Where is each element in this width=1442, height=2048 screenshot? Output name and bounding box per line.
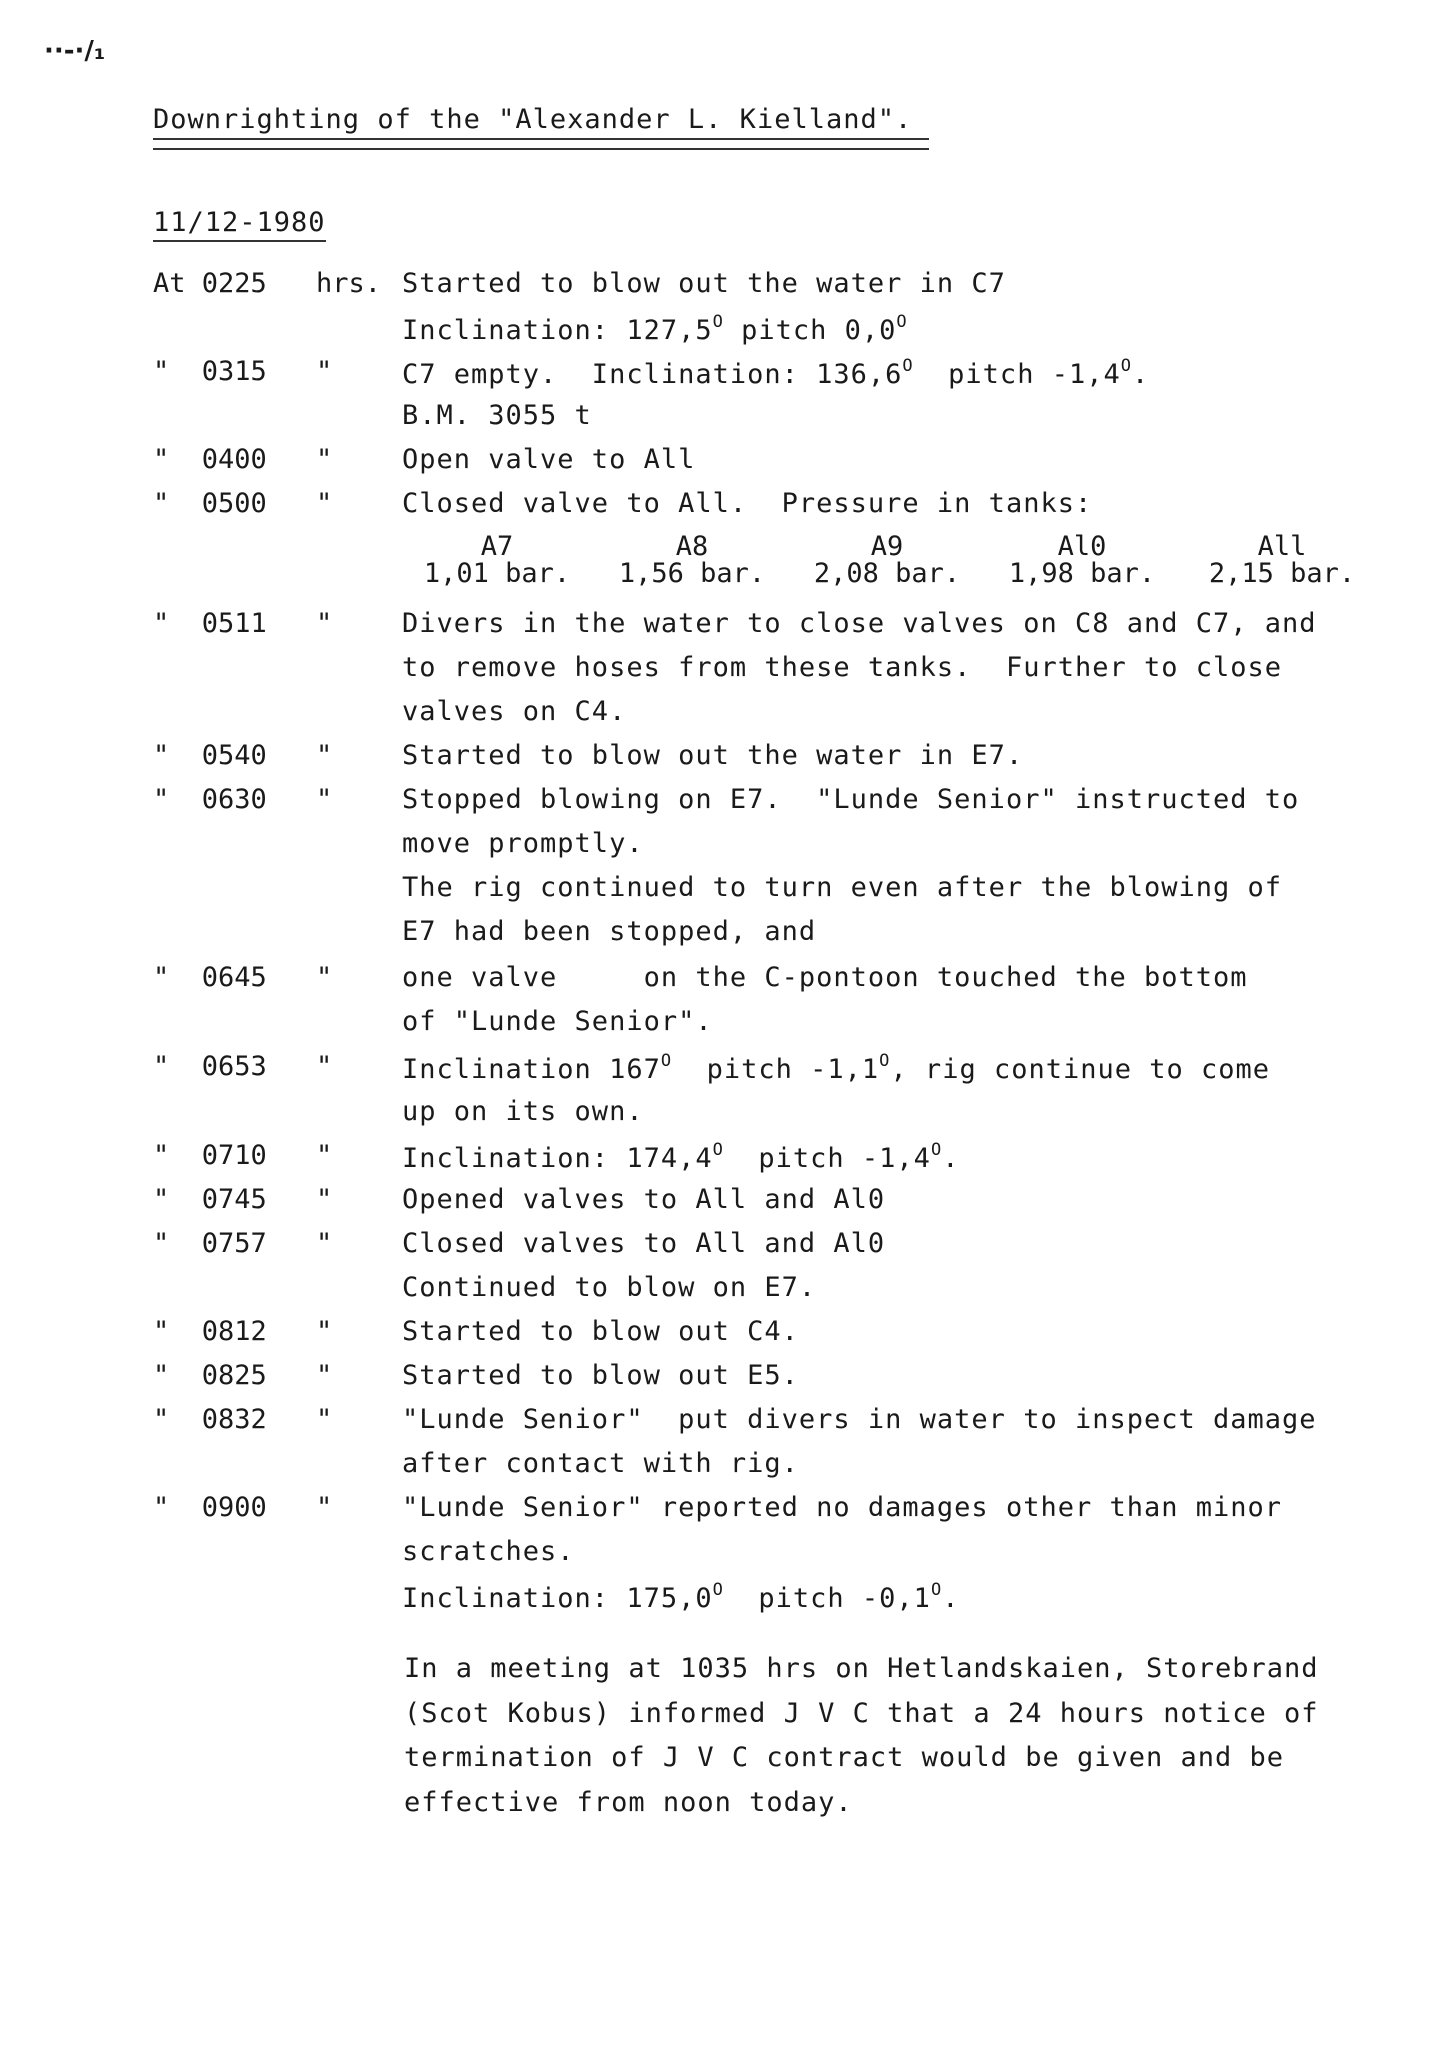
entry-time: " 0653	[153, 1051, 267, 1082]
entry-time: " 0825	[153, 1360, 267, 1391]
document-title: Downrighting of the "Alexander L. Kielland".	[153, 104, 913, 135]
entry-text-line: of "Lunde Senior".	[402, 1006, 713, 1037]
entry-text-line: move promptly.	[402, 828, 644, 859]
tank-name: A9	[870, 531, 904, 562]
entry-text-line: Started to blow out the water in E7.	[402, 740, 1024, 771]
entry-text-line: Started to blow out the water in C7	[402, 268, 1006, 299]
entry-text-line: Divers in the water to close valves on C8 and C7, and	[402, 608, 1317, 639]
tank-pressure: 2,08 bar.	[813, 558, 961, 589]
entry-time: " 0645	[153, 962, 267, 993]
entry-unit: "	[316, 1051, 333, 1082]
entry-unit: "	[316, 488, 333, 519]
tank-pressure: 2,15 bar.	[1208, 558, 1356, 589]
entry-text-line: "Lunde Senior" reported no damages other than minor	[402, 1492, 1283, 1523]
entry-unit: "	[316, 1404, 333, 1435]
entry-text-line: B.M. 3055 t	[402, 400, 592, 431]
entry-unit: "	[316, 1360, 333, 1391]
entry-text-line: The rig continued to turn even after the blowing of	[402, 872, 1283, 903]
entry-text-line: Open valve to All	[402, 444, 696, 475]
entry-unit: "	[316, 784, 333, 815]
closing-paragraph	[404, 1647, 1319, 1825]
entry-unit: "	[316, 1184, 333, 1215]
tank-name: A8	[675, 531, 709, 562]
title-double-underline	[153, 138, 929, 150]
entry-text-line: Started to blow out E5.	[402, 1360, 799, 1391]
entry-unit: "	[316, 356, 333, 387]
paragraph-line: effective from noon today.	[404, 1786, 853, 1818]
entry-unit: "	[316, 1140, 333, 1171]
entry-text-line: Inclination: $174,4^O$ pitch $-1,4^O$.	[402, 1140, 960, 1174]
corner-mark: ··-·/₁	[44, 36, 106, 66]
entry-text-line: Inclination: $175,0^O$ pitch $-0,1^O$.	[402, 1580, 960, 1614]
paragraph-line: In a meeting at 1035 hrs on Hetlandskaien, Storebrand	[404, 1653, 1319, 1684]
tank-name: All	[1257, 531, 1307, 562]
entry-time: " 0630	[153, 784, 267, 815]
entry-text-line: Started to blow out C4.	[402, 1316, 799, 1347]
tank-pressure: 1,56 bar.	[618, 558, 766, 589]
entry-text-line: Closed valves to All and Al0	[402, 1228, 886, 1259]
entry-unit: "	[316, 1492, 333, 1523]
entry-time: " 0540	[153, 740, 267, 771]
entry-unit: "	[316, 608, 333, 639]
entry-unit: hrs.	[316, 268, 382, 299]
entry-time: " 0900	[153, 1492, 267, 1523]
entry-text-line: Closed valve to All. Pressure in tanks:	[402, 488, 1093, 519]
entry-time: " 0511	[153, 608, 267, 639]
entry-text-line: Stopped blowing on E7. "Lunde Senior" instructed to	[402, 784, 1300, 815]
entry-text-line: E7 had been stopped, and	[402, 916, 817, 947]
entry-unit: "	[316, 740, 333, 771]
tank-name: Al0	[1057, 531, 1107, 562]
entry-time: " 0710	[153, 1140, 267, 1171]
entry-time: At 0225	[153, 268, 267, 299]
entry-text-line: after contact with rig.	[402, 1448, 799, 1479]
entry-unit: "	[316, 962, 333, 993]
entry-time: " 0832	[153, 1404, 267, 1435]
entry-time: " 0500	[153, 488, 267, 519]
paragraph-line: (Scot Kobus) informed J V C that a 24 hours notice of	[404, 1697, 1319, 1729]
entry-text-line: one valve on the C-pontoon touched the bottom	[402, 962, 1248, 993]
entry-text-line: valves on C4.	[402, 696, 627, 727]
entry-unit: "	[316, 1316, 333, 1347]
tank-pressure: 1,98 bar.	[1008, 558, 1156, 589]
entry-text-line: to remove hoses from these tanks. Further to close	[402, 652, 1283, 683]
log-date: 11/12-1980	[153, 207, 326, 242]
paragraph-line: termination of J V C contract would be given and be	[404, 1742, 1285, 1773]
entry-text-line: Opened valves to All and Al0	[402, 1184, 886, 1215]
entry-time: " 0315	[153, 356, 267, 387]
tank-pressure: 1,01 bar.	[423, 558, 571, 589]
entry-unit: "	[316, 1228, 333, 1259]
tank-name: A7	[480, 531, 514, 562]
entry-time: " 0745	[153, 1184, 267, 1215]
entry-text-line: scratches.	[402, 1536, 575, 1567]
entry-time: " 0757	[153, 1228, 267, 1259]
entry-text-line: "Lunde Senior" put divers in water to inspect damage	[402, 1404, 1317, 1435]
entry-time: " 0812	[153, 1316, 267, 1347]
entry-text-line: C7 empty. Inclination: $136,6^O$ pitch $-1,4^O$.	[402, 356, 1150, 390]
entry-unit: "	[316, 444, 333, 475]
entry-text-line: Inclination: $127,5^O$ pitch $0,0^O$	[402, 312, 908, 346]
entry-text-line: Inclination $167^O$ pitch $-1,1^O$, rig continue to come	[402, 1051, 1271, 1085]
entry-time: " 0400	[153, 444, 267, 475]
entry-text-line: Continued to blow on E7.	[402, 1272, 817, 1303]
entry-text-line: up on its own.	[402, 1096, 644, 1127]
